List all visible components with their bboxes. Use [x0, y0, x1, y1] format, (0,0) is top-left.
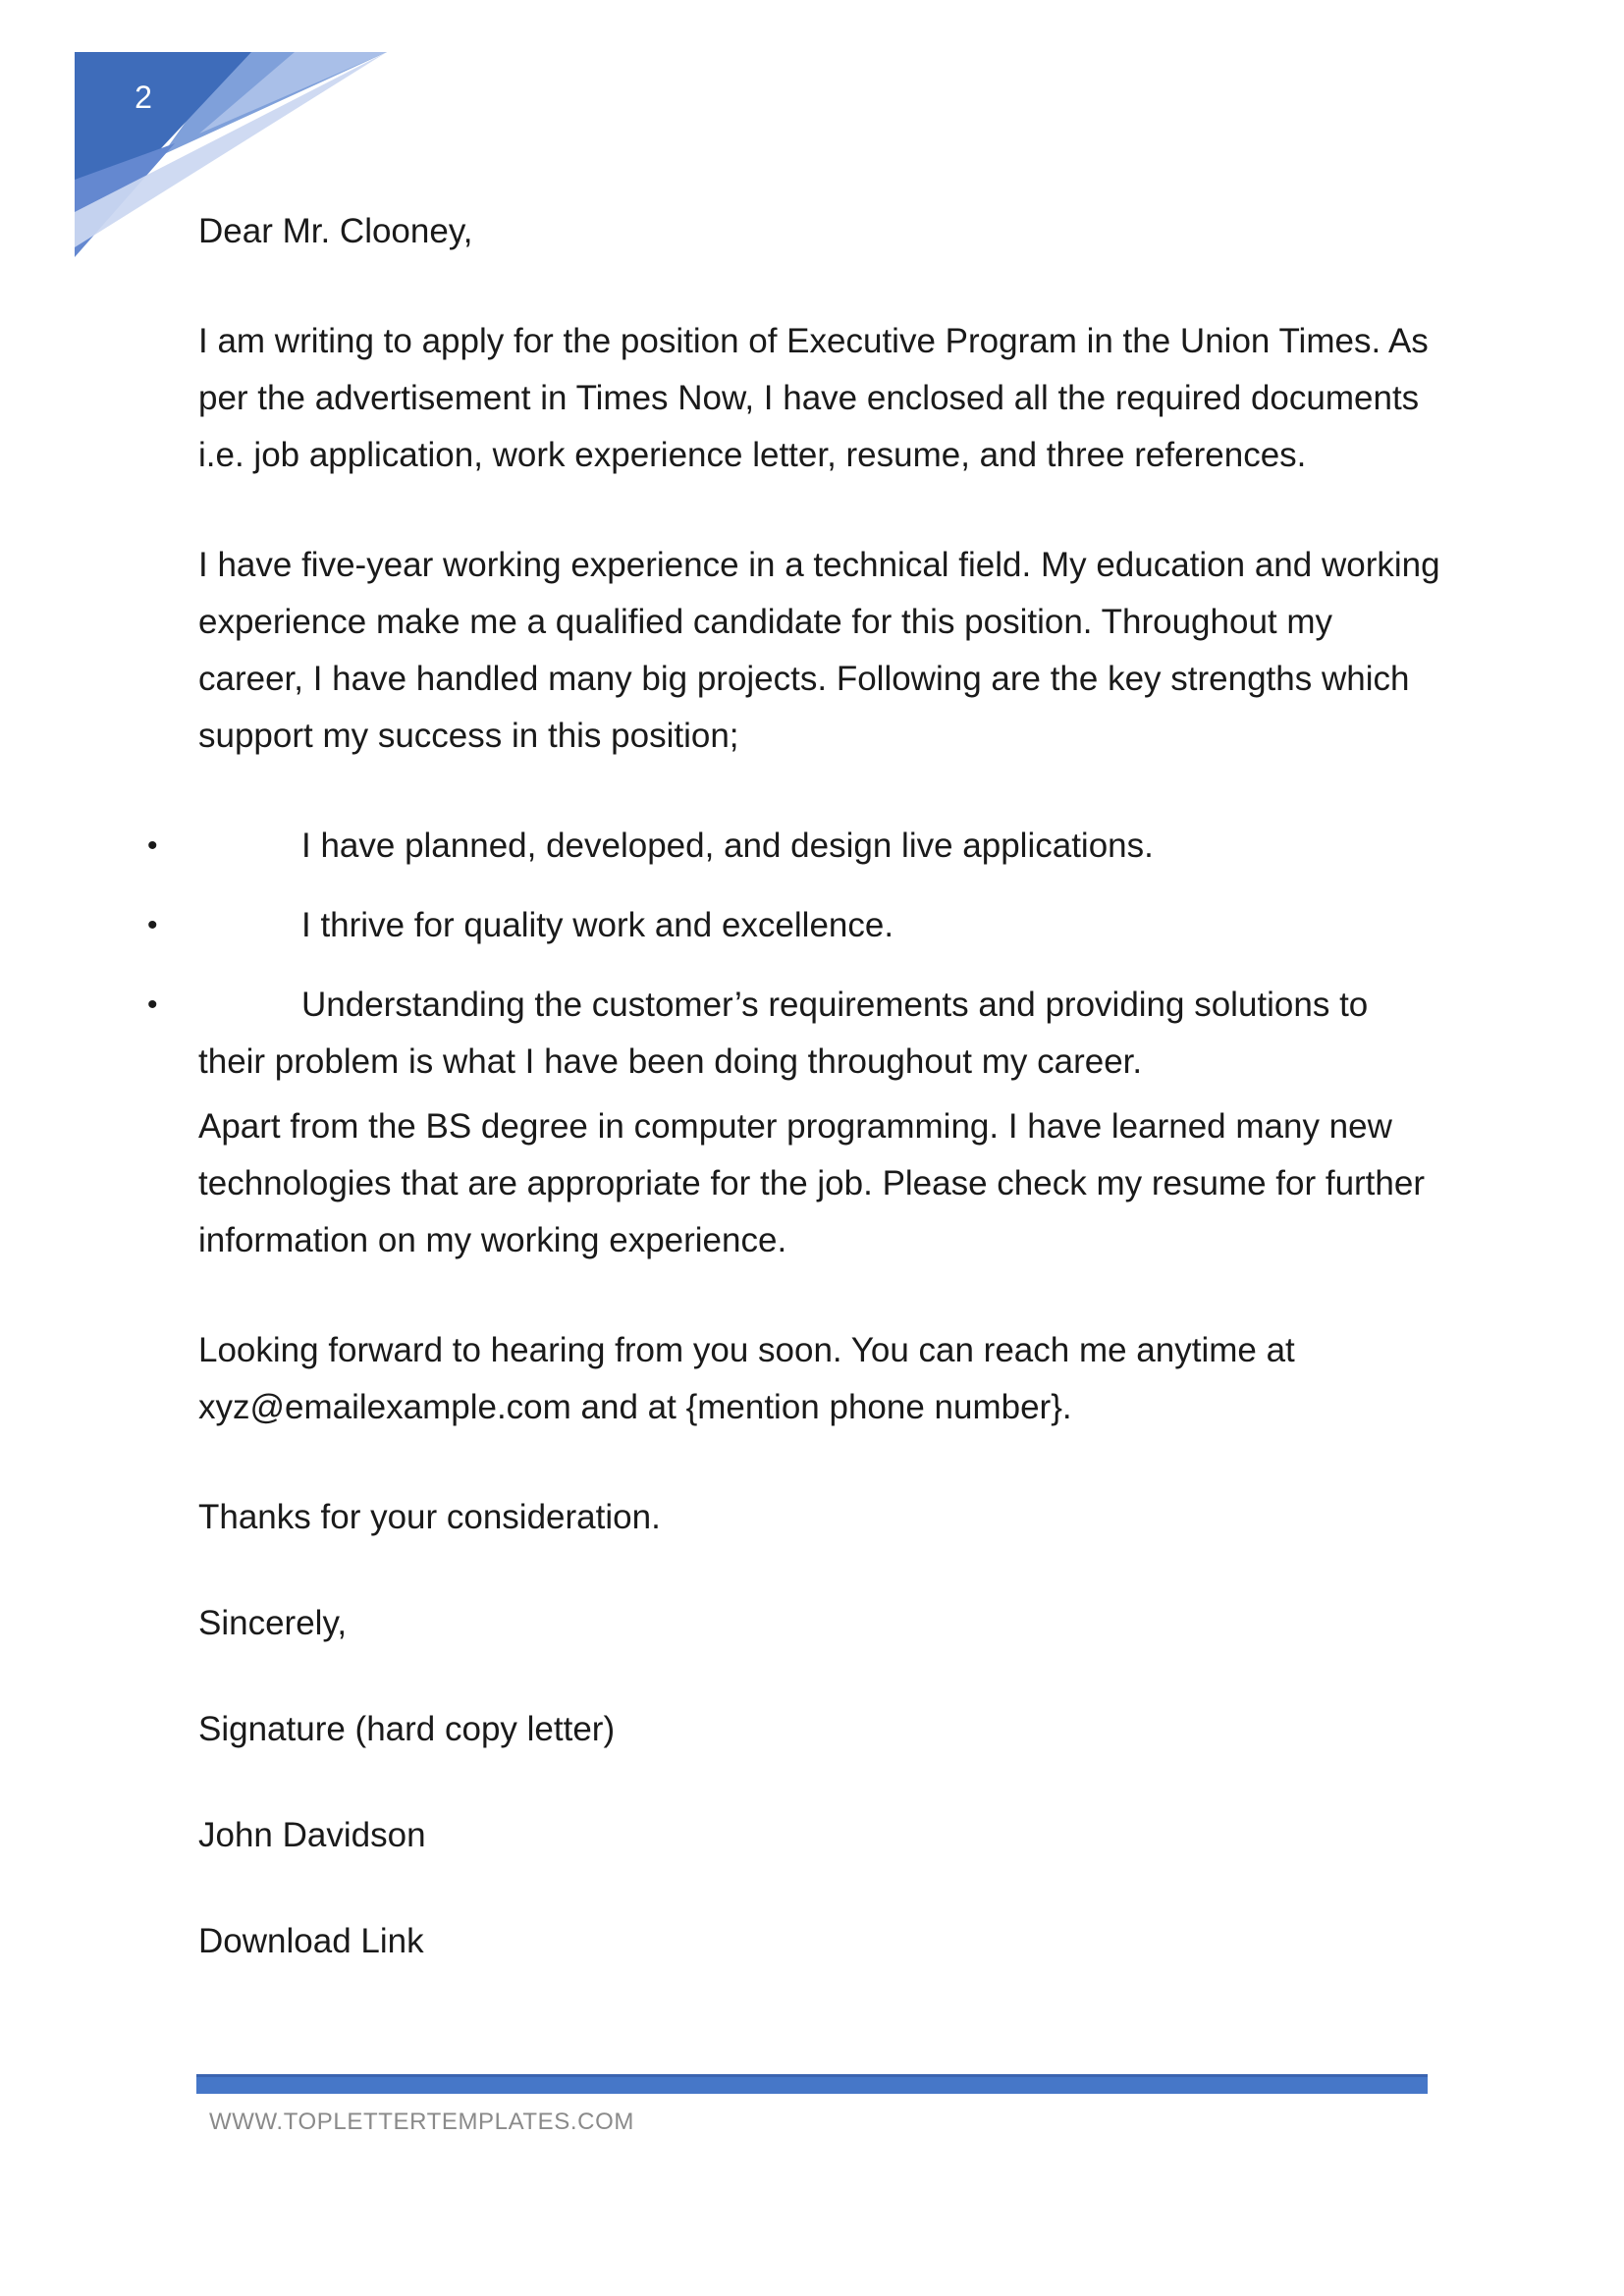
letter-paragraph-experience: I have five-year working experience in a technical field. My education and working experience make me a qualified candidate for this position. Throughout my career, I have handled many big projects. Following are the key strengths which support my success in this position; — [198, 546, 1440, 755]
closing-thanks: Thanks for your consideration. — [198, 1498, 661, 1536]
closing-sincerely: Sincerely, — [198, 1604, 348, 1642]
salutation: Dear Mr. Clooney, — [198, 212, 473, 250]
strength-bullet-item — [147, 977, 1443, 1091]
footer-divider — [196, 2074, 1428, 2094]
letter-paragraph-education: Apart from the BS degree in computer programming. I have learned many new technologies that are appropriate for the job. Please check my resume for further information on my working experience. — [198, 1107, 1425, 1259]
sender-name: John Davidson — [198, 1816, 426, 1854]
bullet-icon: • — [147, 988, 158, 1021]
footer-divider-top-edge — [196, 2074, 1428, 2077]
bullet-icon: • — [147, 909, 158, 941]
footer-website-url: WWW.TOPLETTERTEMPLATES.COM — [209, 2109, 634, 2135]
bullet-text: I have planned, developed, and design live applications. — [301, 827, 1154, 865]
strength-bullet-item — [147, 818, 1443, 875]
signature-placeholder: Signature (hard copy letter) — [198, 1710, 616, 1748]
letter-paragraph-intro: I am writing to apply for the position of Executive Program in the Union Times. As per the advertisement in Times Now, I have enclosed all the required documents i.e. job application, work experience letter, resume, and three references. — [198, 322, 1429, 474]
bullet-icon: • — [147, 829, 158, 862]
download-link-label: Download Link — [198, 1922, 424, 1960]
letter-paragraph-contact: Looking forward to hearing from you soon. You can reach me anytime at xyz@emailexample.com and at {mention phone number}. — [198, 1331, 1295, 1426]
strength-bullet-item — [147, 897, 1443, 954]
page-number: 2 — [135, 80, 152, 115]
bullet-text: Understanding the customer’s requirements and providing solutions to their problem is what I have been doing throughout my career. — [198, 986, 1369, 1081]
letter-body — [147, 203, 1443, 2019]
bullet-text: I thrive for quality work and excellence. — [301, 906, 894, 944]
key-strengths-list — [147, 818, 1443, 1091]
